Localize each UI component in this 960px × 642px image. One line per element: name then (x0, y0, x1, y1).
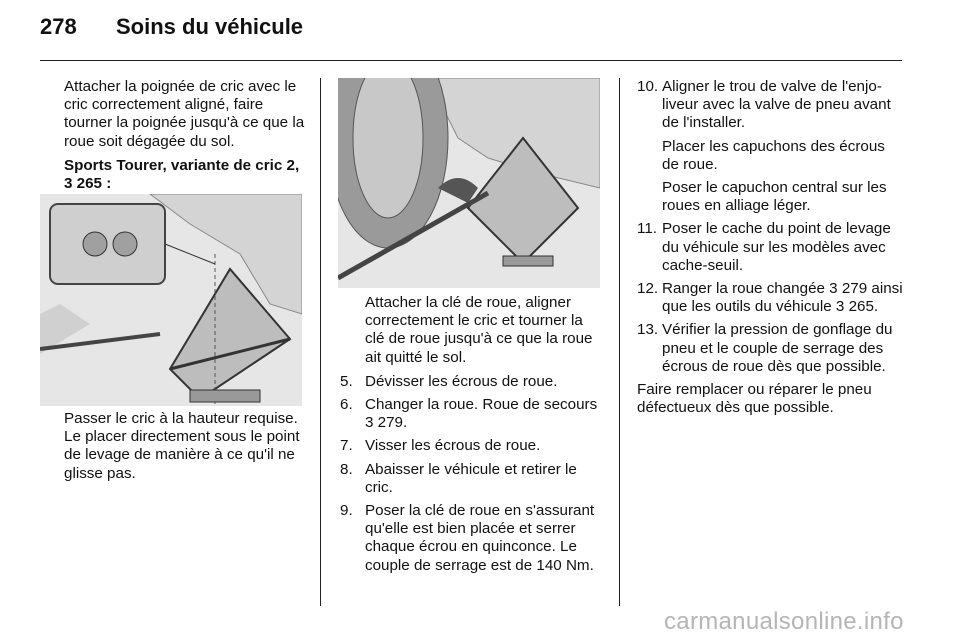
column-divider-2 (619, 78, 620, 606)
watermark: carmanualsonline.info (664, 608, 904, 635)
page-header (40, 14, 920, 48)
step-item: 6. Changer la roue. Roue de secours 3 279. (340, 396, 598, 432)
step-item: 12. Ranger la roue changée 3 279 ainsi que les outils du véhicule 3 265. (637, 280, 903, 316)
column-2 (340, 294, 605, 580)
step-item: 10. Aligner le trou de valve de l'enjoliveur avec la valve de pneu avant de l'installer. (637, 78, 891, 132)
step-item: Poser le capuchon central sur les roues en alliage léger. (662, 179, 887, 215)
header-rule (40, 60, 902, 61)
column-divider-1 (320, 78, 321, 606)
col2-steps (340, 373, 605, 575)
column-3 (637, 78, 903, 423)
col3-steps (637, 78, 903, 376)
jack-illustration-1 (40, 194, 302, 406)
step-item: 7. Visser les écrous de roue. (340, 437, 541, 455)
page-number: 278 (40, 14, 77, 39)
col3-closing-paragraph: Faire remplacer ou réparer le pneu défectueux dès que possible. (637, 381, 872, 417)
step-item: 11. Poser le cache du point de levage du véhicule sur les modèles avec cache-seuil. (637, 220, 891, 274)
col1-paragraph-1: Attacher la poignée de cric avec le cric correctement aligné, faire tourner la poignée jusqu'à ce que la roue soit dégagée du sol. (64, 78, 305, 150)
step-item: 9. Poser la clé de roue en s'assurant qu'elle est bien placée et serrer chaque écrou en quinconce. Le couple de serrage est de 140 Nm. (340, 502, 595, 574)
sports-tourer-ref: 3 265 : (64, 175, 112, 193)
column-1 (64, 78, 306, 199)
jack-drawing-1 (40, 194, 302, 406)
jack-drawing-2 (338, 78, 600, 288)
sports-tourer-heading: Sports Tourer, variante de cric 2, (64, 156, 300, 174)
column-1-lower (64, 410, 306, 489)
jack-illustration-2 (338, 78, 600, 288)
step-item: 13. Vérifier la pression de gonflage du pneu et le couple de serrage des écrous de roue dès que possible. (637, 321, 893, 375)
col2-paragraph-1: Attacher la clé de roue, aligner correctement le cric et tourner la clé de roue jusqu'à ce que la roue ait quitté le sol. (365, 294, 593, 366)
col1-paragraph-2: Passer le cric à la hauteur requise. Le placer directement sous le point de levage de manière à ce qu'il ne glisse pas. (64, 410, 300, 482)
step-item: 5. Dévisser les écrous de roue. (340, 372, 558, 390)
step-item: Placer les capuchons des écrous de roue. (662, 137, 885, 173)
step-item: 8. Abaisser le véhicule et retirer le cric. (340, 460, 577, 496)
section-title: Soins du véhicule (116, 14, 304, 39)
